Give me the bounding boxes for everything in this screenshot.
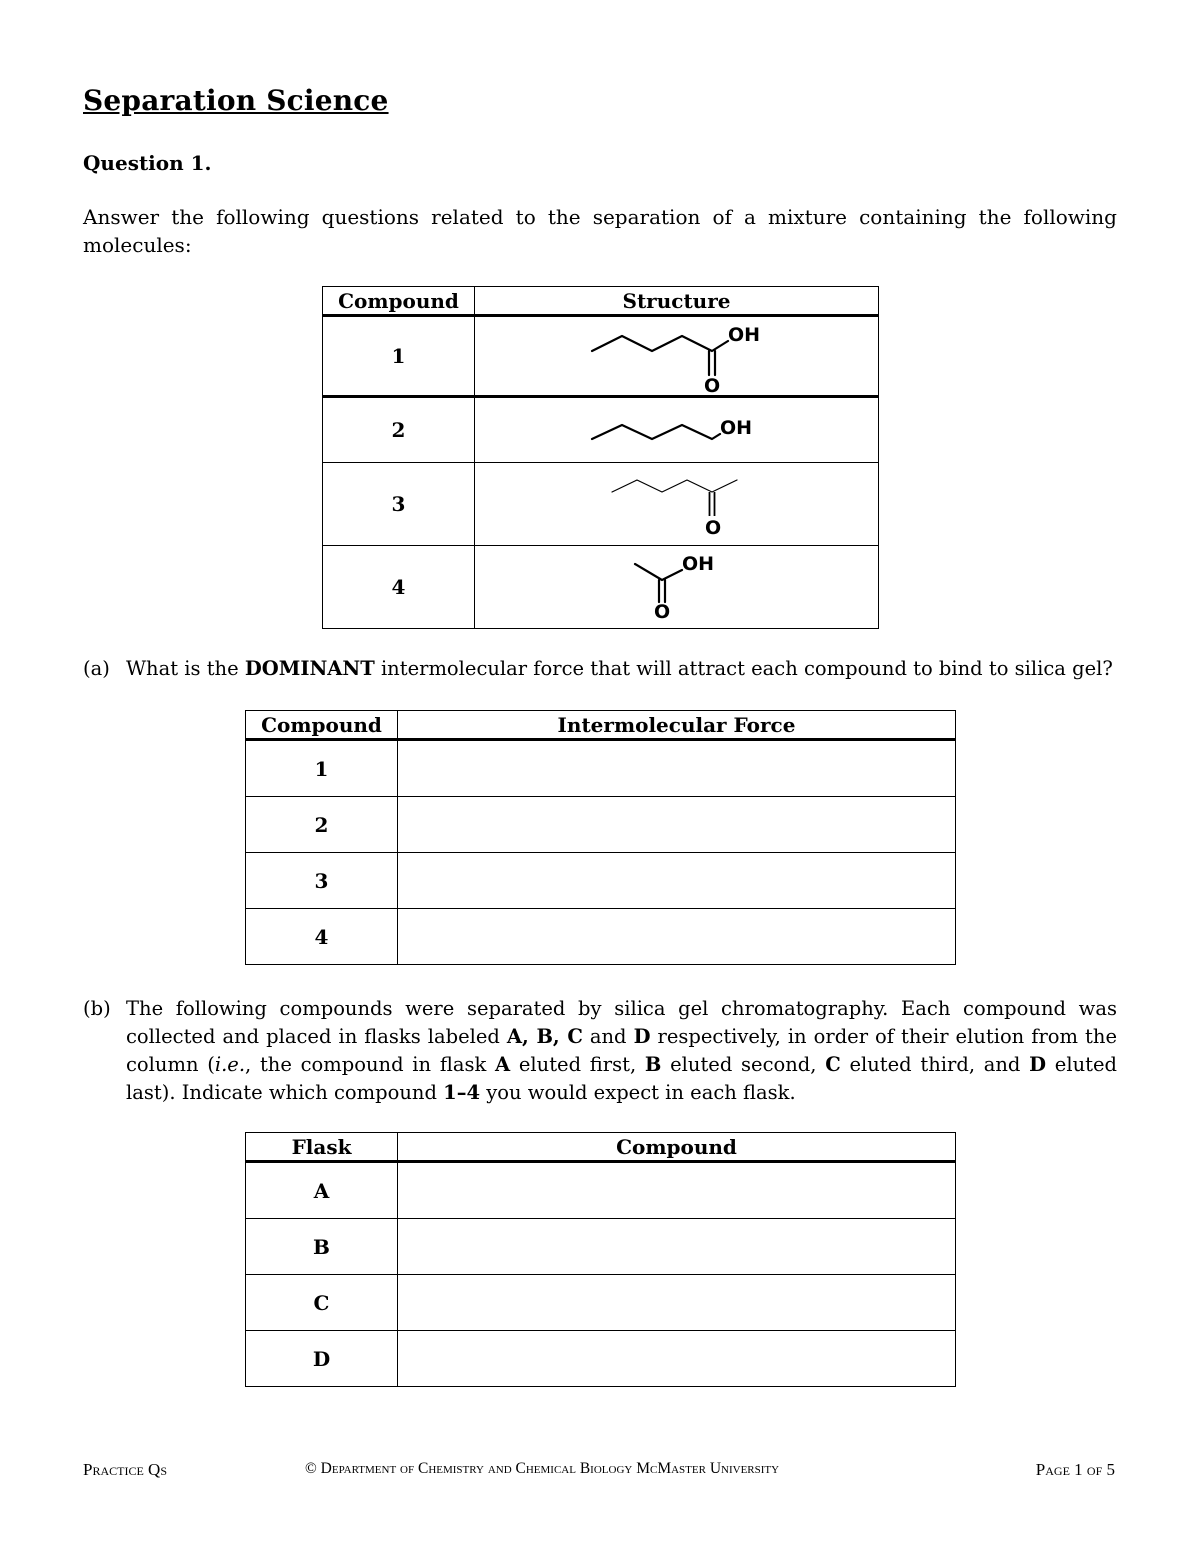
pentanoic-acid-structure — [582, 319, 772, 397]
table-row — [323, 316, 879, 397]
compound-number: 1 — [246, 740, 398, 797]
question-label: Question 1. — [83, 151, 212, 175]
emphasis-text: DOMINANT — [244, 657, 375, 680]
flask-label: D — [246, 1331, 398, 1387]
answer-cell[interactable] — [398, 1275, 956, 1331]
structures-table — [322, 286, 879, 629]
text-segment: The following compounds were separated by silica gel chromatography. Each compound was collected and placed in flasks labeled — [126, 997, 1117, 1048]
structure-cell — [475, 463, 879, 546]
header-compound: Compound — [398, 1133, 956, 1162]
text-segment: i.e. — [214, 1053, 246, 1076]
acetic-acid-structure — [627, 553, 727, 623]
compound-number: 2 — [246, 797, 398, 853]
hexanone-structure — [582, 472, 772, 539]
table-row — [323, 397, 879, 463]
answer-cell[interactable] — [398, 1162, 956, 1219]
oh-label: OH — [681, 553, 714, 575]
footer-page-number: Page 1 of 5 — [1035, 1460, 1115, 1479]
table-row — [246, 853, 956, 909]
question-intro: Answer the following questions related to the separation of a mixture containing the following molecules: — [83, 205, 1117, 257]
answer-cell[interactable] — [398, 853, 956, 909]
table-header-row — [246, 711, 956, 740]
text-segment: , the compound in flask — [245, 1053, 496, 1076]
table-row — [246, 1162, 956, 1219]
structure-cell — [475, 397, 879, 463]
answer-cell[interactable] — [398, 1331, 956, 1387]
page-title: Separation Science — [83, 84, 389, 117]
flask-label: A — [246, 1162, 398, 1219]
part-a-label: (a) — [83, 657, 110, 680]
answer-cell[interactable] — [398, 1219, 956, 1275]
table-row — [246, 1331, 956, 1387]
text-segment: and — [582, 1025, 634, 1048]
table-row — [323, 546, 879, 629]
structure-cell — [475, 316, 879, 397]
text-segment: 1–4 — [443, 1081, 481, 1104]
table-row — [246, 909, 956, 965]
oh-label: OH — [727, 324, 760, 346]
header-compound: Compound — [323, 287, 475, 316]
text-segment: A, B, C — [506, 1025, 583, 1048]
flask-label: C — [246, 1275, 398, 1331]
compound-number: 4 — [246, 909, 398, 965]
table-header-row — [246, 1133, 956, 1162]
compound-number: 3 — [323, 463, 475, 546]
header-intermolecular-force: Intermolecular Force — [398, 711, 956, 740]
table-row — [323, 463, 879, 546]
intermolecular-force-table — [245, 710, 956, 965]
text-segment: A — [495, 1053, 511, 1076]
pentanol-structure — [582, 415, 772, 445]
o-label: O — [704, 517, 721, 539]
part-a-question — [126, 655, 1113, 683]
text-segment: you would expect in each flask. — [480, 1081, 796, 1104]
table-row — [246, 1219, 956, 1275]
text-segment: B — [644, 1053, 662, 1076]
text-segment: D — [633, 1025, 651, 1048]
part-b-question — [126, 995, 1117, 1107]
text-segment: respectively, in order of their elution from the column ( — [126, 1025, 1117, 1076]
compound-number: 3 — [246, 853, 398, 909]
text-segment: intermolecular force that will attract each compound to bind to silica gel? — [374, 657, 1113, 680]
answer-cell[interactable] — [398, 797, 956, 853]
o-label: O — [703, 375, 720, 397]
answer-cell[interactable] — [398, 740, 956, 797]
compound-number: 2 — [323, 397, 475, 463]
text-segment: D — [1029, 1053, 1047, 1076]
header-compound: Compound — [246, 711, 398, 740]
table-row — [246, 797, 956, 853]
compound-number: 1 — [323, 316, 475, 397]
answer-cell[interactable] — [398, 909, 956, 965]
footer-copyright: © Department of Chemistry and Chemical Biology McMaster University — [305, 1460, 780, 1477]
compound-number: 4 — [323, 546, 475, 629]
flask-label: B — [246, 1219, 398, 1275]
text-segment: eluted last). Indicate which compound — [126, 1053, 1117, 1104]
table-row — [246, 1275, 956, 1331]
flask-table — [245, 1132, 956, 1387]
part-b-label: (b) — [83, 997, 111, 1020]
structure-cell — [475, 546, 879, 629]
text-segment: eluted second, — [661, 1053, 826, 1076]
text-segment: eluted first, — [510, 1053, 645, 1076]
header-structure: Structure — [475, 287, 879, 316]
table-row — [246, 740, 956, 797]
footer-left: Practice Qs — [83, 1460, 167, 1479]
oh-label: OH — [719, 417, 752, 439]
header-flask: Flask — [246, 1133, 398, 1162]
text-segment: eluted third, and — [840, 1053, 1030, 1076]
text-segment: What is the — [126, 657, 245, 680]
o-label: O — [653, 601, 670, 623]
table-header-row — [323, 287, 879, 316]
text-segment: C — [825, 1053, 841, 1076]
